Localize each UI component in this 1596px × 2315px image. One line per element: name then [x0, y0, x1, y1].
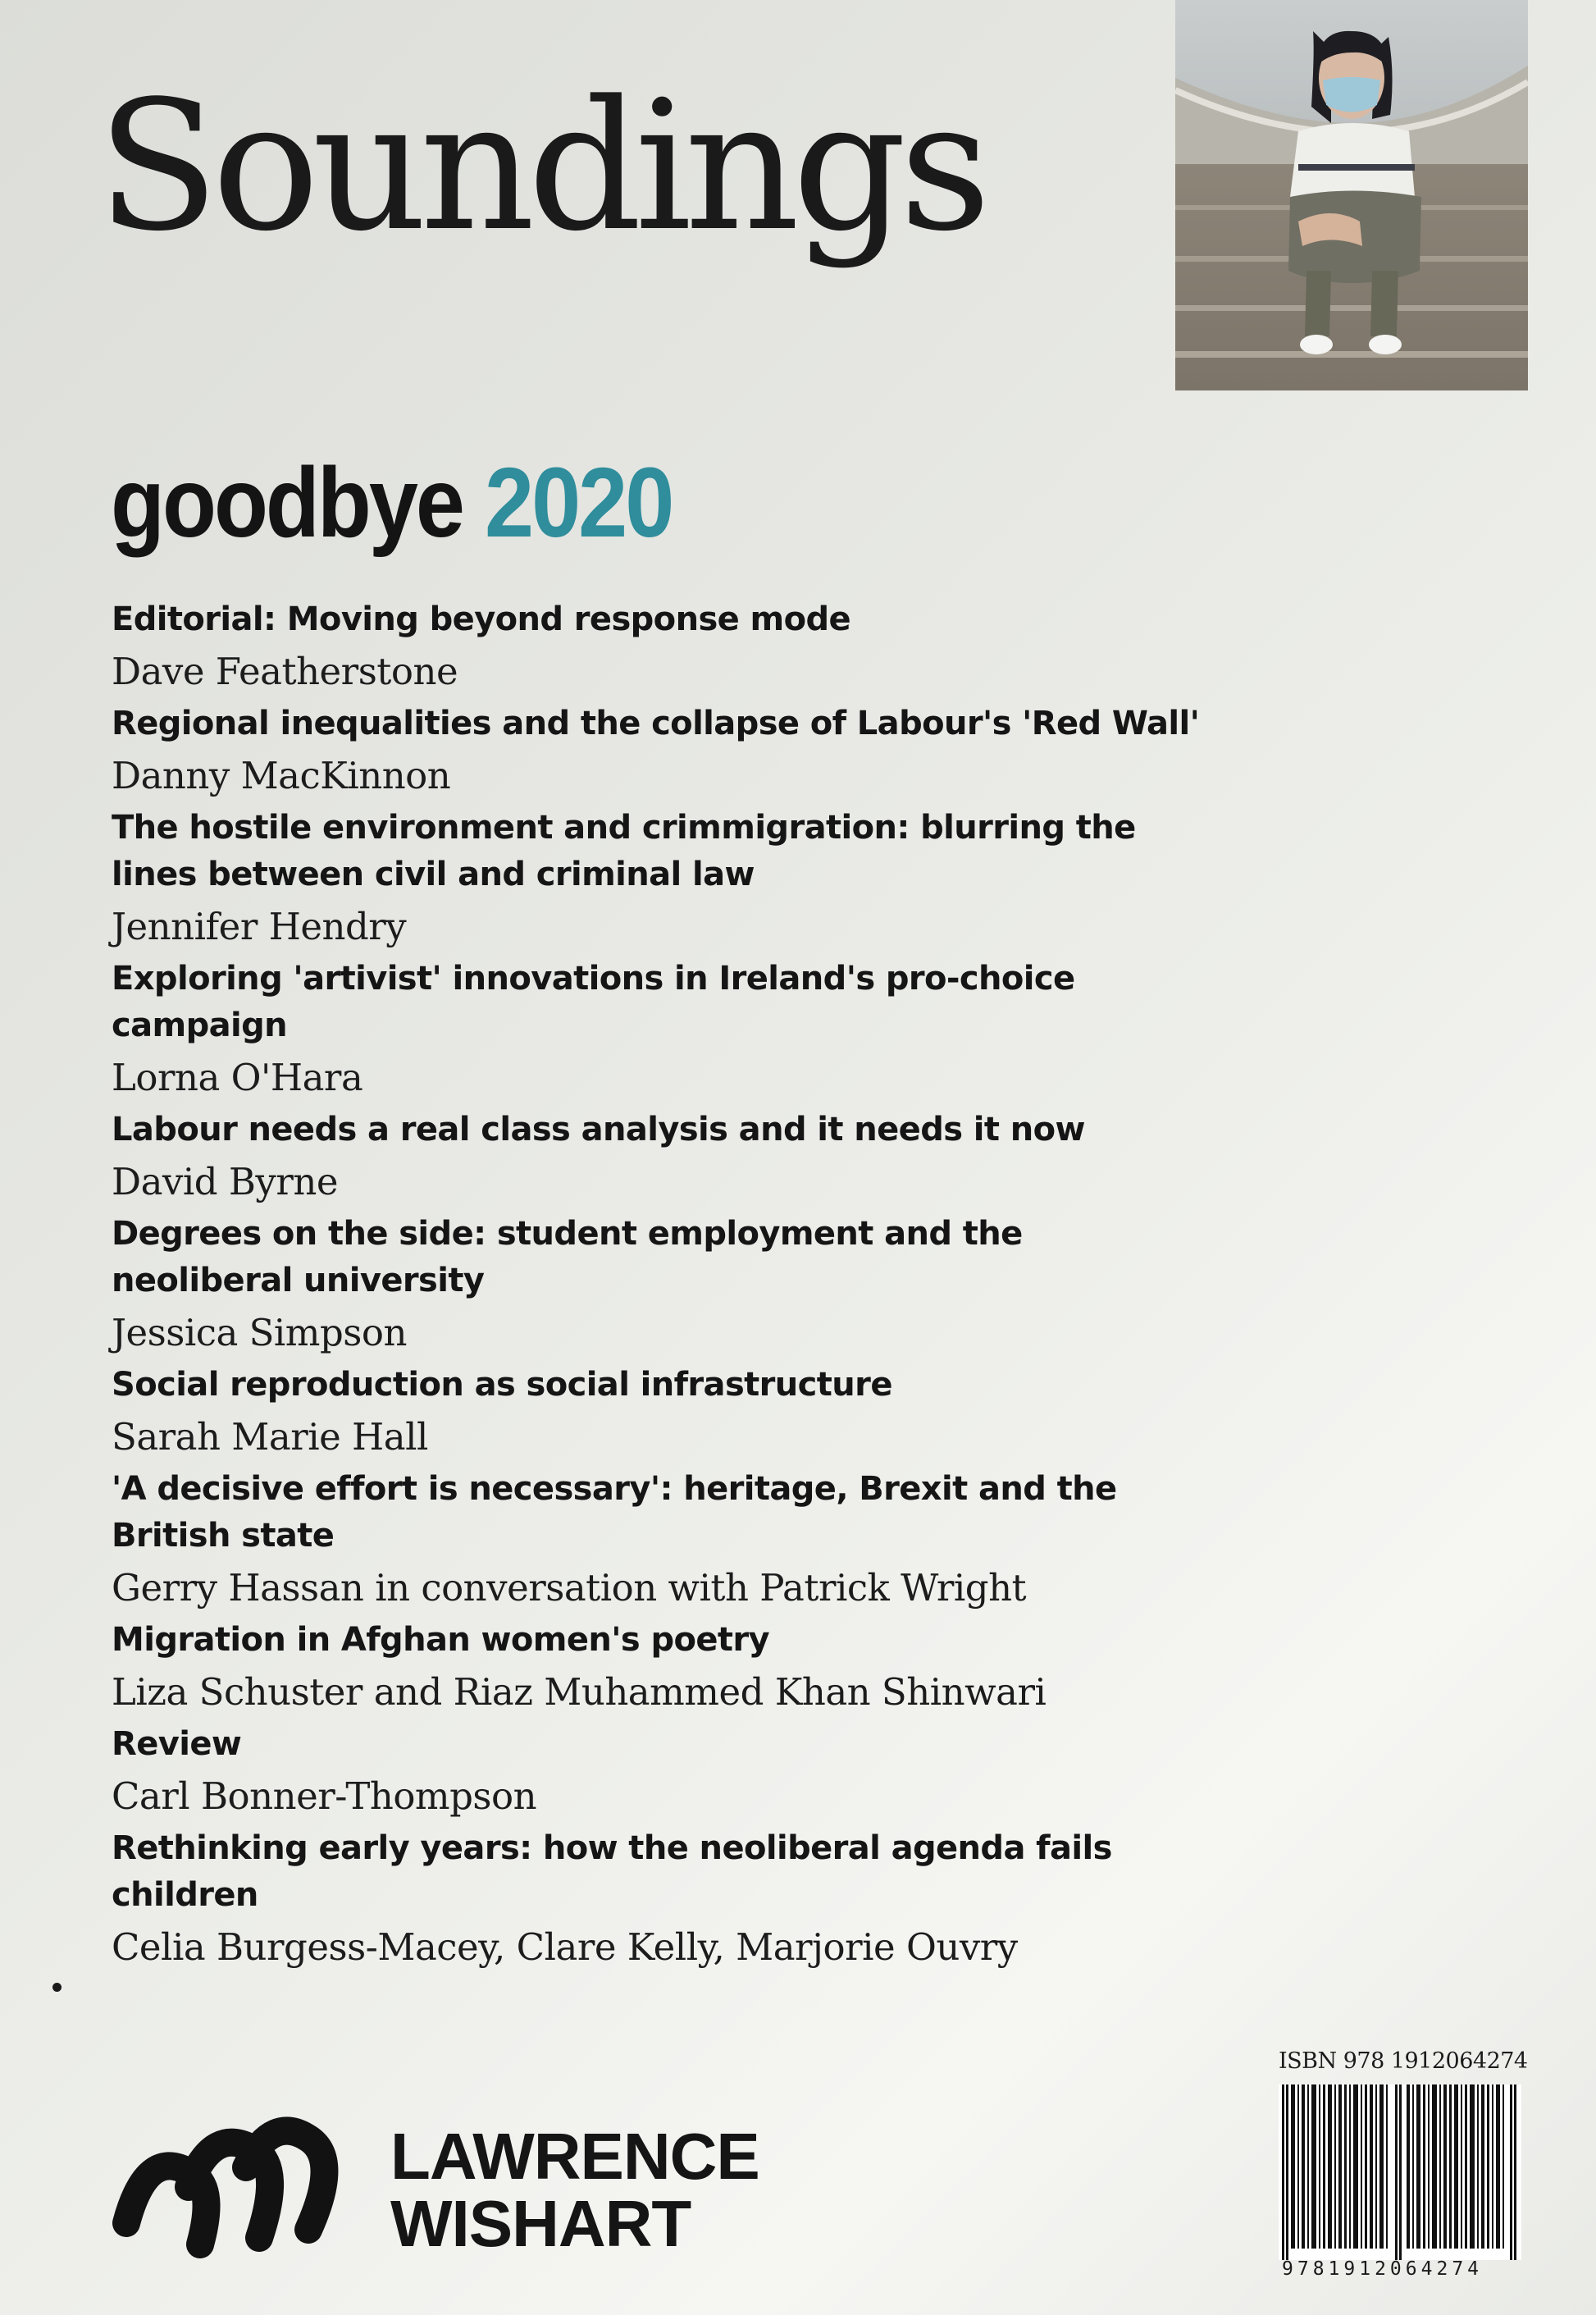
article-title: The hostile environment and crimmigration: blurring the lines between civil and criminal law: [112, 809, 1136, 893]
article-author: Jessica Simpson: [112, 1311, 407, 1354]
contents-entry: [112, 1825, 1202, 1976]
publisher-name-line2: WISHART: [390, 2187, 691, 2260]
article-title: Regional inequalities and the collapse of Labour's 'Red Wall': [112, 705, 1200, 742]
article-title: Editorial: Moving beyond response mode: [112, 600, 851, 638]
contents-entry: [112, 1107, 1202, 1211]
article-title: 'A decisive effort is necessary': heritage, Brexit and the British state: [112, 1470, 1117, 1555]
lawrence-wishart-logo-icon: [108, 2100, 354, 2281]
cover-photo: [1175, 0, 1528, 390]
issue-title: [111, 446, 673, 558]
contents-entry: [112, 956, 1202, 1107]
contents-entry: [112, 805, 1202, 956]
contents-entry: [112, 1617, 1202, 1721]
barcode-bars: [1279, 2084, 1521, 2260]
masked-woman-on-steps-image: [1175, 0, 1528, 390]
isbn-barcode: [1274, 2048, 1528, 2286]
contents-entry: [112, 1721, 1202, 1825]
print-speck: [52, 1983, 62, 1992]
article-author: Carl Bonner-Thompson: [112, 1774, 537, 1818]
article-title: Labour needs a real class analysis and it needs it now: [112, 1111, 1085, 1148]
article-author: Sarah Marie Hall: [112, 1415, 428, 1459]
contents-entry: [112, 596, 1202, 701]
contents-entry: [112, 1211, 1202, 1362]
publisher-wordmark: [390, 2120, 759, 2260]
article-author: Dave Featherstone: [112, 650, 458, 693]
article-author: Celia Burgess-Macey, Clare Kelly, Marjorie Ouvry: [112, 1925, 1018, 1969]
article-author: Lorna O'Hara: [112, 1056, 363, 1099]
article-author: Danny MacKinnon: [112, 754, 451, 797]
article-title: Exploring 'artivist' innovations in Ireland's pro-choice campaign: [112, 960, 1075, 1044]
contents-entry: [112, 1362, 1202, 1466]
article-title: Social reproduction as social infrastructure: [112, 1366, 892, 1404]
publisher-name-line1: LAWRENCE: [390, 2120, 759, 2193]
journal-title: Soundings: [97, 63, 984, 271]
article-author: Jennifer Hendry: [112, 905, 407, 948]
issue-title-word: goodbye: [111, 446, 463, 558]
article-title: Rethinking early years: how the neoliberal agenda fails children: [112, 1829, 1112, 1914]
article-author: Gerry Hassan in conversation with Patrick Wright: [112, 1566, 1027, 1610]
contents-entry: [112, 1466, 1202, 1617]
article-title: Migration in Afghan women's poetry: [112, 1621, 770, 1659]
article-title: Degrees on the side: student employment and the neoliberal university: [112, 1215, 1023, 1299]
article-title: Review: [112, 1725, 242, 1763]
table-of-contents: [112, 596, 1202, 1976]
isbn-label: ISBN 978 1912064274: [1279, 2048, 1528, 2074]
barcode-digits: 9781912064274: [1282, 2258, 1484, 2280]
contents-entry: [112, 701, 1202, 805]
article-author: Liza Schuster and Riaz Muhammed Khan Shinwari: [112, 1670, 1047, 1714]
issue-title-year: 2020: [485, 446, 673, 558]
article-author: David Byrne: [112, 1160, 338, 1203]
